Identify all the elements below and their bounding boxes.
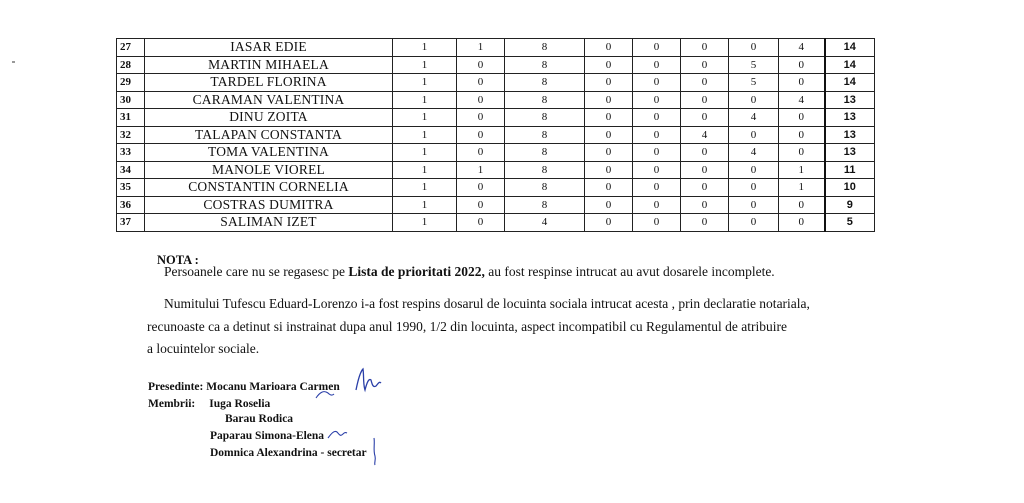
total-score: 10 — [825, 179, 875, 197]
table-row — [117, 126, 875, 144]
score-cell: 0 — [779, 74, 825, 92]
score-cell: 0 — [681, 214, 729, 232]
score-cell: 8 — [505, 161, 585, 179]
person-name: SALIMAN IZET — [145, 214, 393, 232]
score-cell: 1 — [393, 214, 457, 232]
score-cell: 1 — [393, 56, 457, 74]
total-score: 13 — [825, 144, 875, 162]
score-cell: 0 — [681, 91, 729, 109]
nota-p1-text: Persoanele care nu se regasesc pe — [164, 264, 349, 279]
member-signature-1 — [314, 386, 336, 402]
score-cell: 0 — [779, 196, 825, 214]
score-cell: 0 — [457, 214, 505, 232]
score-cell: 0 — [681, 196, 729, 214]
score-cell: 0 — [585, 39, 633, 57]
score-cell: 8 — [505, 126, 585, 144]
score-cell: 8 — [505, 109, 585, 127]
member-name: Iuga Roselia — [209, 398, 271, 410]
score-cell: 0 — [457, 196, 505, 214]
score-cell: 0 — [585, 144, 633, 162]
score-cell: 5 — [729, 74, 779, 92]
score-cell: 0 — [779, 214, 825, 232]
score-cell: 1 — [393, 179, 457, 197]
score-cell: 1 — [779, 179, 825, 197]
person-name: CARAMAN VALENTINA — [145, 91, 393, 109]
member-name: Paparau Simona-Elena — [210, 430, 325, 442]
row-number: 30 — [117, 91, 145, 109]
score-cell: 0 — [633, 91, 681, 109]
nota-paragraph-2-line-1: Numitului Tufescu Eduard-Lorenzo i-a fost respins dosarul de locuinta sociala intrucat acesta , prin declaratie notariala, — [164, 296, 810, 311]
score-cell: 0 — [633, 179, 681, 197]
score-cell: 1 — [393, 144, 457, 162]
scan-speck — [12, 61, 15, 63]
score-cell: 0 — [633, 214, 681, 232]
nota-paragraph-2-line-2: recunoaste ca a detinut si instrainat dupa anul 1990, 1/2 din locuinta, aspect incompatibil cu Regulamentul de atribuire — [147, 319, 787, 334]
score-cell: 0 — [585, 91, 633, 109]
table-row — [117, 56, 875, 74]
score-cell: 8 — [505, 179, 585, 197]
person-name: TARDEL FLORINA — [145, 74, 393, 92]
score-cell: 0 — [681, 74, 729, 92]
table-row — [117, 179, 875, 197]
score-cell: 0 — [585, 161, 633, 179]
score-cell: 4 — [681, 126, 729, 144]
score-cell: 1 — [393, 39, 457, 57]
score-cell: 0 — [779, 126, 825, 144]
score-cell: 1 — [457, 39, 505, 57]
score-cell: 0 — [729, 179, 779, 197]
total-score: 13 — [825, 109, 875, 127]
person-name: IASAR EDIE — [145, 39, 393, 57]
score-cell: 0 — [585, 179, 633, 197]
table-row — [117, 144, 875, 162]
score-cell: 8 — [505, 56, 585, 74]
score-cell: 0 — [457, 126, 505, 144]
score-cell: 0 — [779, 144, 825, 162]
score-cell: 0 — [457, 74, 505, 92]
person-name: COSTRAS DUMITRA — [145, 196, 393, 214]
score-cell: 1 — [393, 126, 457, 144]
score-cell: 4 — [729, 144, 779, 162]
score-cell: 0 — [729, 161, 779, 179]
row-number: 36 — [117, 196, 145, 214]
row-number: 27 — [117, 39, 145, 57]
nota-paragraph-2-line-3: a locuintelor sociale. — [147, 341, 260, 356]
score-cell: 4 — [505, 214, 585, 232]
nota-paragraph-1 — [164, 264, 775, 280]
score-cell: 0 — [633, 196, 681, 214]
score-cell: 0 — [585, 196, 633, 214]
score-cell: 4 — [779, 39, 825, 57]
table-row — [117, 214, 875, 232]
person-name: TALAPAN CONSTANTA — [145, 126, 393, 144]
score-cell: 1 — [393, 196, 457, 214]
score-cell: 0 — [681, 109, 729, 127]
row-number: 35 — [117, 179, 145, 197]
score-cell: 0 — [457, 109, 505, 127]
members-line — [148, 398, 270, 410]
score-cell: 0 — [633, 144, 681, 162]
nota-p1-text-end: au fost respinse intrucat au avut dosarele incomplete. — [484, 264, 775, 279]
total-score: 14 — [825, 74, 875, 92]
person-name: MANOLE VIOREL — [145, 161, 393, 179]
nota-title: NOTA : — [157, 253, 199, 267]
row-number: 32 — [117, 126, 145, 144]
score-cell: 0 — [457, 179, 505, 197]
score-cell: 0 — [633, 74, 681, 92]
score-cell: 0 — [457, 56, 505, 74]
member-signature-4 — [366, 436, 384, 466]
score-cell: 0 — [633, 39, 681, 57]
table-row — [117, 161, 875, 179]
score-cell: 0 — [681, 144, 729, 162]
priority-table — [116, 38, 875, 232]
score-cell: 0 — [585, 126, 633, 144]
score-cell: 0 — [681, 179, 729, 197]
score-cell: 1 — [457, 161, 505, 179]
priority-table-body — [117, 39, 875, 232]
score-cell: 8 — [505, 39, 585, 57]
member-name: Barau Rodica — [225, 413, 294, 425]
score-cell: 0 — [729, 126, 779, 144]
total-score: 13 — [825, 126, 875, 144]
table-row — [117, 74, 875, 92]
nota-p1-bold: Lista de prioritati 2022, — [348, 264, 485, 279]
president-line: Presedinte: Mocanu Marioara Carmen — [148, 381, 340, 393]
score-cell: 8 — [505, 144, 585, 162]
score-cell: 0 — [633, 161, 681, 179]
score-cell: 0 — [585, 74, 633, 92]
member-signature-3 — [325, 424, 349, 444]
score-cell: 0 — [779, 109, 825, 127]
score-cell: 1 — [393, 74, 457, 92]
score-cell: 0 — [729, 39, 779, 57]
total-score: 5 — [825, 214, 875, 232]
score-cell: 0 — [729, 91, 779, 109]
score-cell: 8 — [505, 196, 585, 214]
score-cell: 0 — [633, 109, 681, 127]
total-score: 13 — [825, 91, 875, 109]
president-signature — [352, 366, 384, 396]
total-score: 9 — [825, 196, 875, 214]
score-cell: 1 — [393, 91, 457, 109]
score-cell: 0 — [779, 56, 825, 74]
score-cell: 0 — [729, 196, 779, 214]
row-number: 29 — [117, 74, 145, 92]
row-number: 28 — [117, 56, 145, 74]
score-cell: 0 — [585, 56, 633, 74]
score-cell: 0 — [633, 126, 681, 144]
score-cell: 5 — [729, 56, 779, 74]
row-number: 33 — [117, 144, 145, 162]
total-score: 14 — [825, 56, 875, 74]
person-name: MARTIN MIHAELA — [145, 56, 393, 74]
person-name: CONSTANTIN CORNELIA — [145, 179, 393, 197]
score-cell: 8 — [505, 74, 585, 92]
score-cell: 0 — [585, 109, 633, 127]
score-cell: 0 — [457, 144, 505, 162]
table-row — [117, 91, 875, 109]
total-score: 14 — [825, 39, 875, 57]
score-cell: 0 — [681, 56, 729, 74]
score-cell: 0 — [585, 214, 633, 232]
score-cell: 1 — [393, 161, 457, 179]
row-number: 37 — [117, 214, 145, 232]
score-cell: 0 — [457, 91, 505, 109]
member-name: Domnica Alexandrina - secretar — [210, 447, 367, 459]
score-cell: 4 — [729, 109, 779, 127]
score-cell: 8 — [505, 91, 585, 109]
table-row — [117, 39, 875, 57]
table-row — [117, 109, 875, 127]
score-cell: 1 — [393, 109, 457, 127]
row-number: 34 — [117, 161, 145, 179]
table-row — [117, 196, 875, 214]
score-cell: 0 — [681, 39, 729, 57]
score-cell: 0 — [681, 161, 729, 179]
person-name: DINU ZOITA — [145, 109, 393, 127]
score-cell: 0 — [729, 214, 779, 232]
person-name: TOMA VALENTINA — [145, 144, 393, 162]
row-number: 31 — [117, 109, 145, 127]
members-label: Membrii: — [148, 398, 196, 410]
score-cell: 0 — [633, 56, 681, 74]
score-cell: 1 — [779, 161, 825, 179]
total-score: 11 — [825, 161, 875, 179]
score-cell: 4 — [779, 91, 825, 109]
